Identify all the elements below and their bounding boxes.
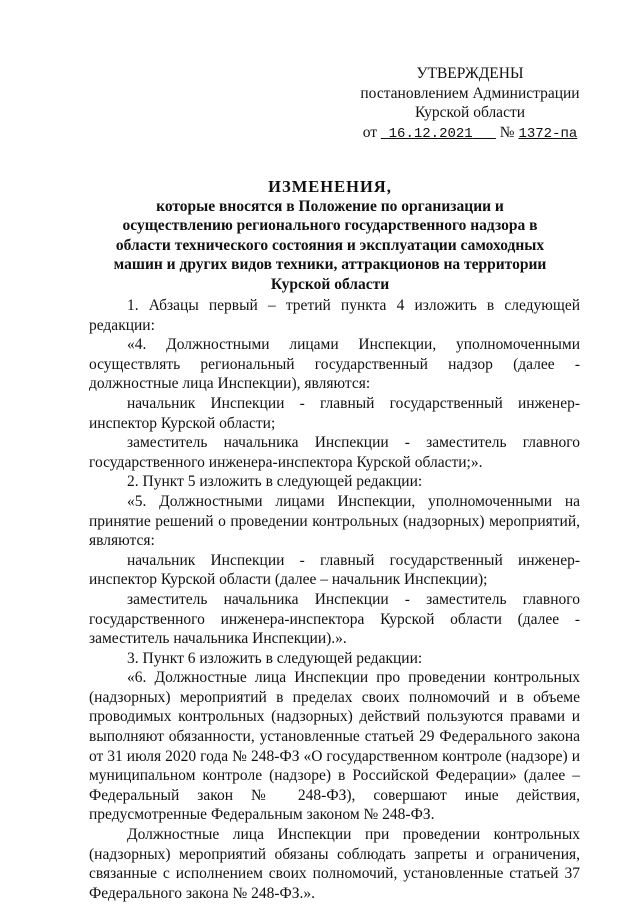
paragraph-10: «6. Должностные лица Инспекции про проведении контрольных (надзорных) мероприятий в пределах своих полномочий и в объеме проводимых контрольных (надзорных) действий пользуются правами и выполняют обязанности, установленные статьей 29 Федерального закона от 31 июля 2020 года № 248-ФЗ «О государственном контроле (надзоре) и муниципальном контроле (надзоре) в Российской Федерации» (далее – Федеральный закон № 248-ФЗ), совершают иные действия, предусмотренные Федеральным законом № 248-ФЗ.: [89, 669, 580, 824]
approval-date-line: [340, 123, 600, 145]
heading-subtitle: которые вносятся в Положение по организации и осуществлению регионального государственного надзора в области технического состояния и эксплуатации самоходных машин и других видов техники, аттракционов на территории Курской области: [113, 197, 547, 293]
paragraph-1: 1. Абзацы первый – третий пункта 4 изложить в следующей редакции:: [89, 297, 580, 334]
paragraph-8: заместитель начальника Инспекции - заместитель главного государственного инженера-инспектора Курской области (далее - заместитель начальника Инспекции).».: [89, 590, 580, 648]
paragraph-2: «4. Должностными лицами Инспекции, уполномоченными осуществлять региональный государственный надзор (далее - должностные лица Инспекции), являются:: [89, 336, 580, 393]
approval-number: 1372-па: [518, 125, 578, 142]
paragraph-7: начальник Инспекции - главный государственный инженер-инспектор Курской области (далее – начальник Инспекции);: [89, 551, 580, 589]
heading-title: ИЗМЕНЕНИЯ,: [268, 177, 392, 196]
document-heading: [100, 177, 560, 294]
approval-block: [340, 64, 600, 144]
number-prefix: №: [499, 123, 515, 141]
document-body: [89, 296, 580, 903]
paragraph-11: Должностные лица Инспекции при проведении контрольных (надзорных) мероприятий обязаны соблюдать запреты и ограничения, связанные с исполнением своих полномочий, установленные статьей 37 Федерального закона № 248-ФЗ.».: [89, 826, 580, 902]
approval-date: 16.12.2021: [388, 125, 473, 142]
paragraph-9: 3. Пункт 6 изложить в следующей редакции:: [127, 649, 423, 667]
approval-line-1: постановлением Администрации: [360, 84, 580, 102]
approval-title: УТВЕРЖДЕНЫ: [416, 65, 524, 82]
date-prefix: от: [362, 123, 378, 141]
paragraph-4: заместитель начальника Инспекции - заместитель главного государственного инженера-инспектора Курской области;».: [89, 434, 580, 471]
approval-line-2: Курской области: [414, 104, 526, 121]
paragraph-3: начальник Инспекции - главный государственный инженер-инспектор Курской области;: [89, 394, 580, 432]
paragraph-6: «5. Должностными лицами Инспекции, уполномоченными на принятие решений о проведении контрольных (надзорных) мероприятий, являются:: [89, 492, 580, 550]
paragraph-5: 2. Пункт 5 изложить в следующей редакции:: [127, 473, 423, 491]
